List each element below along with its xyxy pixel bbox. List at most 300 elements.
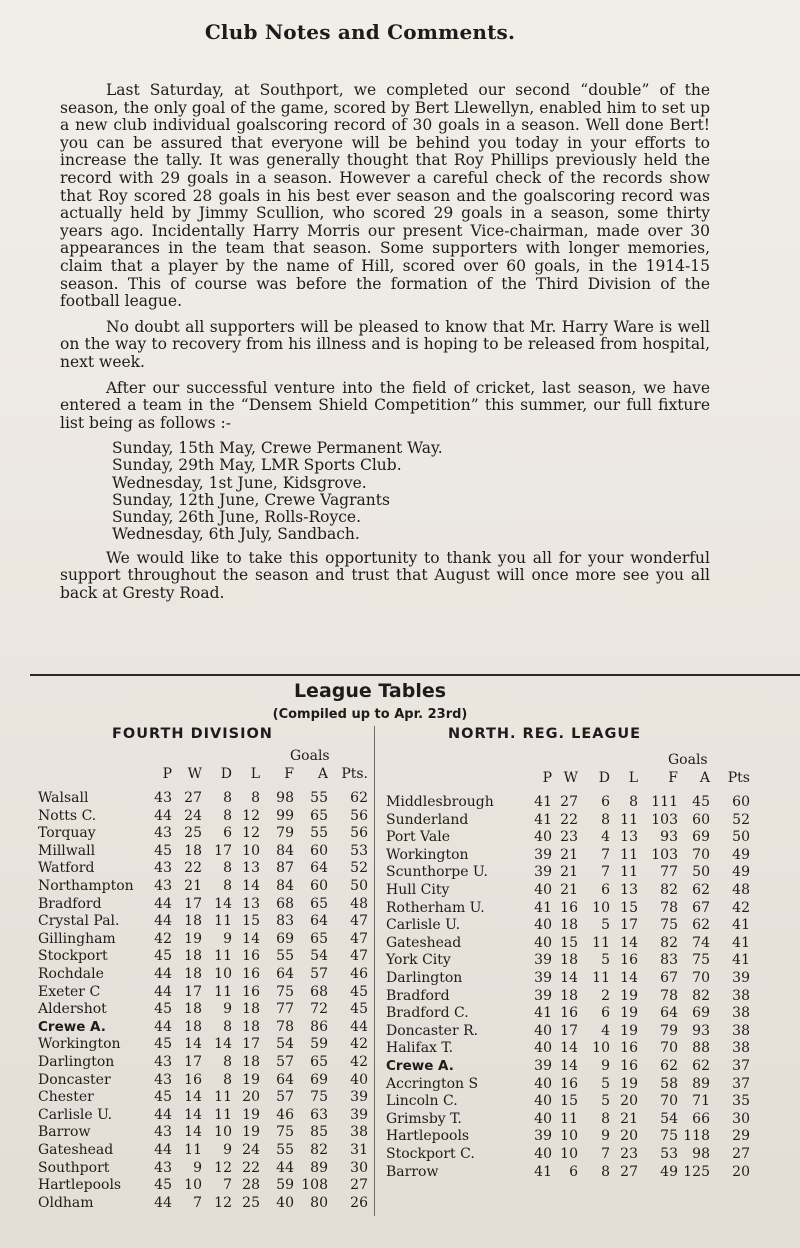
stat-w: 10 [560,1146,578,1162]
column-header: Pts [727,770,750,786]
team-name: Carlisle U. [386,917,461,934]
stat-l: 22 [242,1159,260,1176]
club-notes-body [60,82,710,610]
stat-f: 77 [660,864,678,881]
stat-p: 45 [154,1177,172,1194]
team-name: Exeter C [38,983,101,1000]
stat-pts: 48 [732,882,750,898]
fixture-item: Wednesday, 1st June, Kidsgrove. [112,473,367,492]
stat-p: 40 [534,882,552,898]
stat-a: 60 [310,842,328,859]
stat-pts: 52 [732,811,750,828]
stat-pts: 62 [350,790,368,806]
stat-w: 9 [193,1159,202,1176]
stat-d: 4 [601,1022,610,1039]
stat-pts: 42 [732,899,750,916]
team-name: Carlisle U. [38,1106,113,1123]
stat-f: 98 [276,790,294,806]
stat-p: 43 [154,878,172,894]
stat-f: 67 [660,970,678,986]
stat-w: 18 [184,913,202,930]
stat-a: 65 [310,1054,328,1070]
team-name: Rochdale [38,966,104,982]
stat-pts: 20 [732,1163,750,1180]
team-name: Oldham [38,1194,94,1211]
stat-f: 44 [276,1159,294,1176]
table-row [386,1093,786,1110]
team-name: Sunderland [386,811,469,828]
stat-a: 54 [310,948,328,965]
stat-w: 23 [560,829,578,846]
stat-a: 74 [692,934,710,951]
stat-p: 43 [154,1159,172,1176]
team-name: Crewe A. [38,1018,106,1035]
stat-pts: 40 [350,1071,368,1088]
stat-d: 12 [214,1194,232,1211]
fixture-item: Sunday, 26th June, Rolls-Royce. [112,508,362,527]
stat-p: 43 [154,790,172,806]
stat-a: 62 [692,1058,710,1074]
north-reg-league-table [386,752,786,1192]
stat-p: 45 [154,948,172,965]
team-name: Millwall [38,842,96,859]
stat-p: 41 [534,1005,552,1022]
stat-pts: 45 [350,983,368,1000]
goals-header: Goals [668,752,708,768]
stat-w: 14 [184,1036,202,1053]
stat-d: 9 [223,1001,232,1018]
stat-pts: 30 [732,1110,750,1127]
stat-f: 79 [660,1022,678,1039]
stat-w: 18 [184,1018,202,1035]
team-name: Workington [386,846,469,863]
stat-l: 17 [242,1036,260,1053]
team-name: Darlington [38,1054,115,1070]
stat-p: 44 [154,1142,172,1158]
stat-pts: 48 [350,895,368,912]
stat-pts: 49 [732,846,750,863]
stat-pts: 50 [350,878,368,894]
stat-a: 125 [683,1163,710,1180]
table-row [386,1058,786,1075]
table-row [386,952,786,969]
stat-f: 62 [660,1058,678,1074]
stat-a: 70 [692,846,710,863]
stat-f: 40 [276,1194,294,1211]
table-row [386,1146,786,1163]
table-row [386,1040,786,1057]
stat-l: 16 [620,952,638,969]
column-header: P [162,766,172,782]
stat-a: 60 [310,878,328,894]
stat-p: 41 [534,899,552,916]
stat-p: 40 [534,1040,552,1057]
stat-a: 63 [310,1106,328,1123]
stat-l: 28 [242,1177,260,1194]
stat-l: 18 [242,1018,260,1035]
notes-paragraph: Last Saturday, at Southport, we completed our second “double” of the season, the only goal of the game, scored by Bert Llewellyn, enabled him to set up a new club individual goalscoring record of 30 goals in a season. Well done Bert! you can be assured that everyone will be behind you today in your efforts to increase the tally. It was generally thought that Roy Phillips previously held the record with 29 goals in a season. However a careful check of the records show that Roy scored 28 goals in his best ever season and the goalscoring record was actually held by Jimmy Scullion, who scored 29 goals in a season, some thirty years ago. Incidentally Harry Morris our present Vice-chairman, made over 30 appearances in the team that season. Some supporters with longer memories, claim that a player by the name of Hill, scored over 60 goals, in the 1914-15 season. This of course was before the formation of the Third Division of the football league. [60,81,710,311]
stat-p: 44 [154,966,172,982]
table-row [38,1036,368,1053]
fourth-division-table [38,748,368,1218]
stat-a: 82 [310,1142,328,1158]
stat-l: 10 [242,842,260,859]
stat-a: 82 [692,987,710,1004]
fixture-item: Sunday, 29th May, LMR Sports Club. [112,456,402,475]
stat-f: 99 [276,807,294,824]
team-name: Middlesbrough [386,794,494,810]
stat-a: 89 [692,1075,710,1092]
table-row [386,935,786,952]
stat-w: 15 [560,1093,578,1110]
stat-w: 11 [184,1142,202,1158]
table-row [38,860,368,877]
stat-f: 78 [660,987,678,1004]
stat-a: 71 [692,1093,710,1110]
team-name: Chester [38,1089,94,1106]
notes-paragraph: No doubt all supporters will be pleased to know that Mr. Harry Ware is well on the way to recovery from his illness and is hoping to be released from hospital, next week. [60,317,710,371]
stat-f: 75 [660,1128,678,1145]
team-name: Walsall [38,790,89,806]
table-row [38,966,368,983]
stat-f: 46 [276,1106,294,1123]
team-name: Grimsby T. [386,1110,462,1127]
stat-d: 8 [223,1054,232,1070]
notes-closing: We would like to take this opportunity to thank you all for your wonderful support throughout the season and trust that August will once more see you all back at Gresty Road. [60,548,710,602]
stat-w: 22 [184,860,202,877]
stat-pts: 38 [732,1040,750,1057]
table-row [38,790,368,807]
stat-f: 55 [276,1142,294,1158]
column-header: D [220,766,232,782]
table-row [386,794,786,811]
stat-f: 49 [660,1163,678,1180]
stat-d: 5 [601,1075,610,1092]
stat-l: 12 [242,807,260,824]
stat-d: 5 [601,952,610,969]
stat-a: 60 [692,811,710,828]
stat-pts: 42 [350,1036,368,1053]
table-row [386,1023,786,1040]
stat-a: 55 [310,790,328,806]
stat-d: 14 [214,895,232,912]
stat-w: 25 [184,825,202,842]
stat-a: 88 [692,1040,710,1057]
stat-l: 19 [620,1005,638,1022]
stat-pts: 37 [732,1075,750,1092]
stat-f: 54 [660,1110,678,1127]
stat-pts: 38 [732,987,750,1004]
stat-pts: 44 [350,1018,368,1035]
team-name: Watford [38,860,95,877]
table-row [386,917,786,934]
team-name: Bradford [38,895,102,912]
stat-f: 83 [660,952,678,969]
stat-a: 55 [310,825,328,842]
stat-w: 14 [560,1040,578,1057]
table-row [386,970,786,987]
stat-a: 118 [683,1128,710,1145]
table-row [386,1076,786,1093]
stat-f: 111 [651,794,678,810]
stat-p: 43 [154,1054,172,1070]
stat-d: 11 [214,1106,232,1123]
stat-w: 16 [560,1075,578,1092]
stat-a: 66 [692,1110,710,1127]
stat-w: 24 [184,807,202,824]
table-row [38,825,368,842]
fourth-division-title: FOURTH DIVISION [112,726,273,742]
stat-w: 21 [184,878,202,894]
stat-w: 14 [184,1089,202,1106]
stat-w: 17 [560,1022,578,1039]
stat-pts: 47 [350,930,368,947]
stat-pts: 53 [350,842,368,859]
stat-p: 42 [154,930,172,947]
team-name: Hartlepools [38,1177,122,1194]
stat-f: 55 [276,948,294,965]
stat-d: 12 [214,1159,232,1176]
stat-l: 13 [620,829,638,846]
stat-a: 93 [692,1022,710,1039]
stat-pts: 39 [732,970,750,986]
stat-pts: 26 [350,1194,368,1211]
stat-d: 4 [601,829,610,846]
stat-d: 8 [223,807,232,824]
stat-w: 27 [560,794,578,810]
table-row [38,1054,368,1071]
stat-pts: 29 [732,1128,750,1145]
table-row [386,1164,786,1181]
stat-l: 14 [620,970,638,986]
stat-pts: 39 [350,1106,368,1123]
stat-pts: 46 [350,966,368,982]
column-header: F [284,766,294,782]
stat-d: 5 [601,1093,610,1110]
stat-p: 43 [154,860,172,877]
table-row [38,1001,368,1018]
stat-p: 43 [154,825,172,842]
stat-f: 82 [660,934,678,951]
team-name: Northampton [38,878,134,894]
stat-l: 15 [242,913,260,930]
stat-l: 20 [620,1093,638,1110]
stat-l: 27 [620,1163,638,1180]
team-name: Stockport [38,948,108,965]
table-row [386,900,786,917]
stat-pts: 39 [350,1089,368,1106]
team-name: Doncaster R. [386,1022,479,1039]
stat-p: 43 [154,1071,172,1088]
stat-w: 7 [193,1194,202,1211]
column-header: W [187,766,202,782]
stat-d: 10 [214,966,232,982]
stat-l: 14 [620,934,638,951]
stat-p: 44 [154,807,172,824]
stat-d: 8 [223,860,232,877]
table-row [38,808,368,825]
stat-pts: 50 [732,829,750,846]
stat-d: 8 [601,811,610,828]
stat-a: 69 [692,1005,710,1022]
team-name: Barrow [386,1163,439,1180]
stat-pts: 38 [732,1005,750,1022]
stat-w: 16 [560,1005,578,1022]
column-header: D [598,770,610,786]
stat-pts: 60 [732,794,750,810]
stat-l: 16 [242,966,260,982]
stat-d: 17 [214,842,232,859]
column-header: F [668,770,678,786]
team-name: Torquay [38,825,96,842]
stat-p: 45 [154,1089,172,1106]
stat-f: 54 [276,1036,294,1053]
stat-f: 53 [660,1146,678,1162]
team-name: Aldershot [38,1001,107,1018]
stat-p: 44 [154,913,172,930]
stat-w: 17 [184,895,202,912]
column-header: L [628,770,638,786]
stat-w: 21 [560,882,578,898]
stat-w: 11 [560,1110,578,1127]
stat-pts: 47 [350,913,368,930]
stat-f: 84 [276,842,294,859]
column-header: A [317,766,328,782]
table-row [38,1019,368,1036]
stat-l: 11 [620,846,638,863]
stat-d: 11 [214,983,232,1000]
table-row [38,948,368,965]
stat-d: 6 [223,825,232,842]
stat-w: 21 [560,846,578,863]
stat-a: 98 [692,1146,710,1162]
stat-l: 13 [242,860,260,877]
stat-p: 40 [534,1146,552,1162]
goals-header: Goals [290,748,330,764]
fixture-item: Sunday, 12th June, Crewe Vagrants [112,490,390,509]
stat-p: 44 [154,1106,172,1123]
stat-d: 2 [601,987,610,1004]
table-row [38,1072,368,1089]
stat-p: 40 [534,829,552,846]
stat-p: 40 [534,1093,552,1110]
stat-a: 86 [310,1018,328,1035]
stat-pts: 30 [350,1159,368,1176]
stat-l: 17 [620,917,638,934]
stat-pts: 41 [732,952,750,969]
stat-l: 19 [620,1022,638,1039]
stat-l: 16 [620,1040,638,1057]
column-header: Pts. [341,766,368,782]
stat-f: 70 [660,1093,678,1110]
stat-f: 78 [276,1018,294,1035]
league-tables-subtitle: (Compiled up to Apr. 23rd) [272,707,468,722]
stat-p: 39 [534,864,552,881]
stat-d: 10 [214,1124,232,1141]
stat-l: 11 [620,811,638,828]
table-row [38,984,368,1001]
stat-l: 8 [629,794,638,810]
stat-a: 59 [310,1036,328,1053]
stat-d: 11 [214,948,232,965]
stat-l: 19 [242,1071,260,1088]
stat-d: 11 [592,934,610,951]
stat-w: 18 [560,917,578,934]
stat-f: 103 [651,811,678,828]
table-row [38,843,368,860]
stat-l: 15 [620,899,638,916]
stat-l: 13 [620,882,638,898]
column-header: W [563,770,578,786]
stat-l: 19 [620,987,638,1004]
stat-p: 39 [534,846,552,863]
stat-f: 57 [276,1054,294,1070]
page-title: Club Notes and Comments. [204,20,516,44]
stat-f: 87 [276,860,294,877]
stat-d: 9 [601,1058,610,1074]
stat-a: 50 [692,864,710,881]
stat-w: 14 [560,970,578,986]
stat-d: 9 [601,1128,610,1145]
table-row [38,1124,368,1141]
stat-w: 18 [184,948,202,965]
team-name: Scunthorpe U. [386,864,488,881]
stat-d: 8 [223,790,232,806]
table-row [38,1195,368,1212]
table-header-row [386,770,786,787]
table-row [38,913,368,930]
table-row [38,878,368,895]
table-header-row [38,766,368,783]
stat-f: 83 [276,913,294,930]
stat-f: 70 [660,1040,678,1057]
stat-a: 80 [310,1194,328,1211]
stat-w: 19 [184,930,202,947]
column-divider [374,726,375,1216]
stat-l: 14 [242,930,260,947]
stat-a: 65 [310,930,328,947]
table-row [38,1089,368,1106]
stat-f: 57 [276,1089,294,1106]
stat-a: 85 [310,1124,328,1141]
stat-pts: 27 [350,1177,368,1194]
stat-pts: 45 [350,1001,368,1018]
stat-p: 39 [534,970,552,986]
stat-d: 6 [601,1005,610,1022]
stat-pts: 56 [350,825,368,842]
stat-l: 14 [242,878,260,894]
stat-pts: 49 [732,864,750,881]
stat-w: 18 [184,966,202,982]
stat-f: 75 [276,1124,294,1141]
stat-a: 62 [692,882,710,898]
stat-w: 18 [560,987,578,1004]
stat-l: 20 [242,1089,260,1106]
stat-w: 14 [560,1058,578,1074]
team-name: Rotherham U. [386,899,485,916]
stat-w: 14 [184,1124,202,1141]
stat-d: 11 [214,1089,232,1106]
stat-d: 14 [214,1036,232,1053]
stat-p: 45 [154,842,172,859]
stat-f: 75 [276,983,294,1000]
stat-w: 15 [560,934,578,951]
fixture-list [112,440,710,543]
stat-w: 18 [560,952,578,969]
stat-p: 41 [534,794,552,810]
stat-p: 40 [534,917,552,934]
stat-f: 84 [276,878,294,894]
